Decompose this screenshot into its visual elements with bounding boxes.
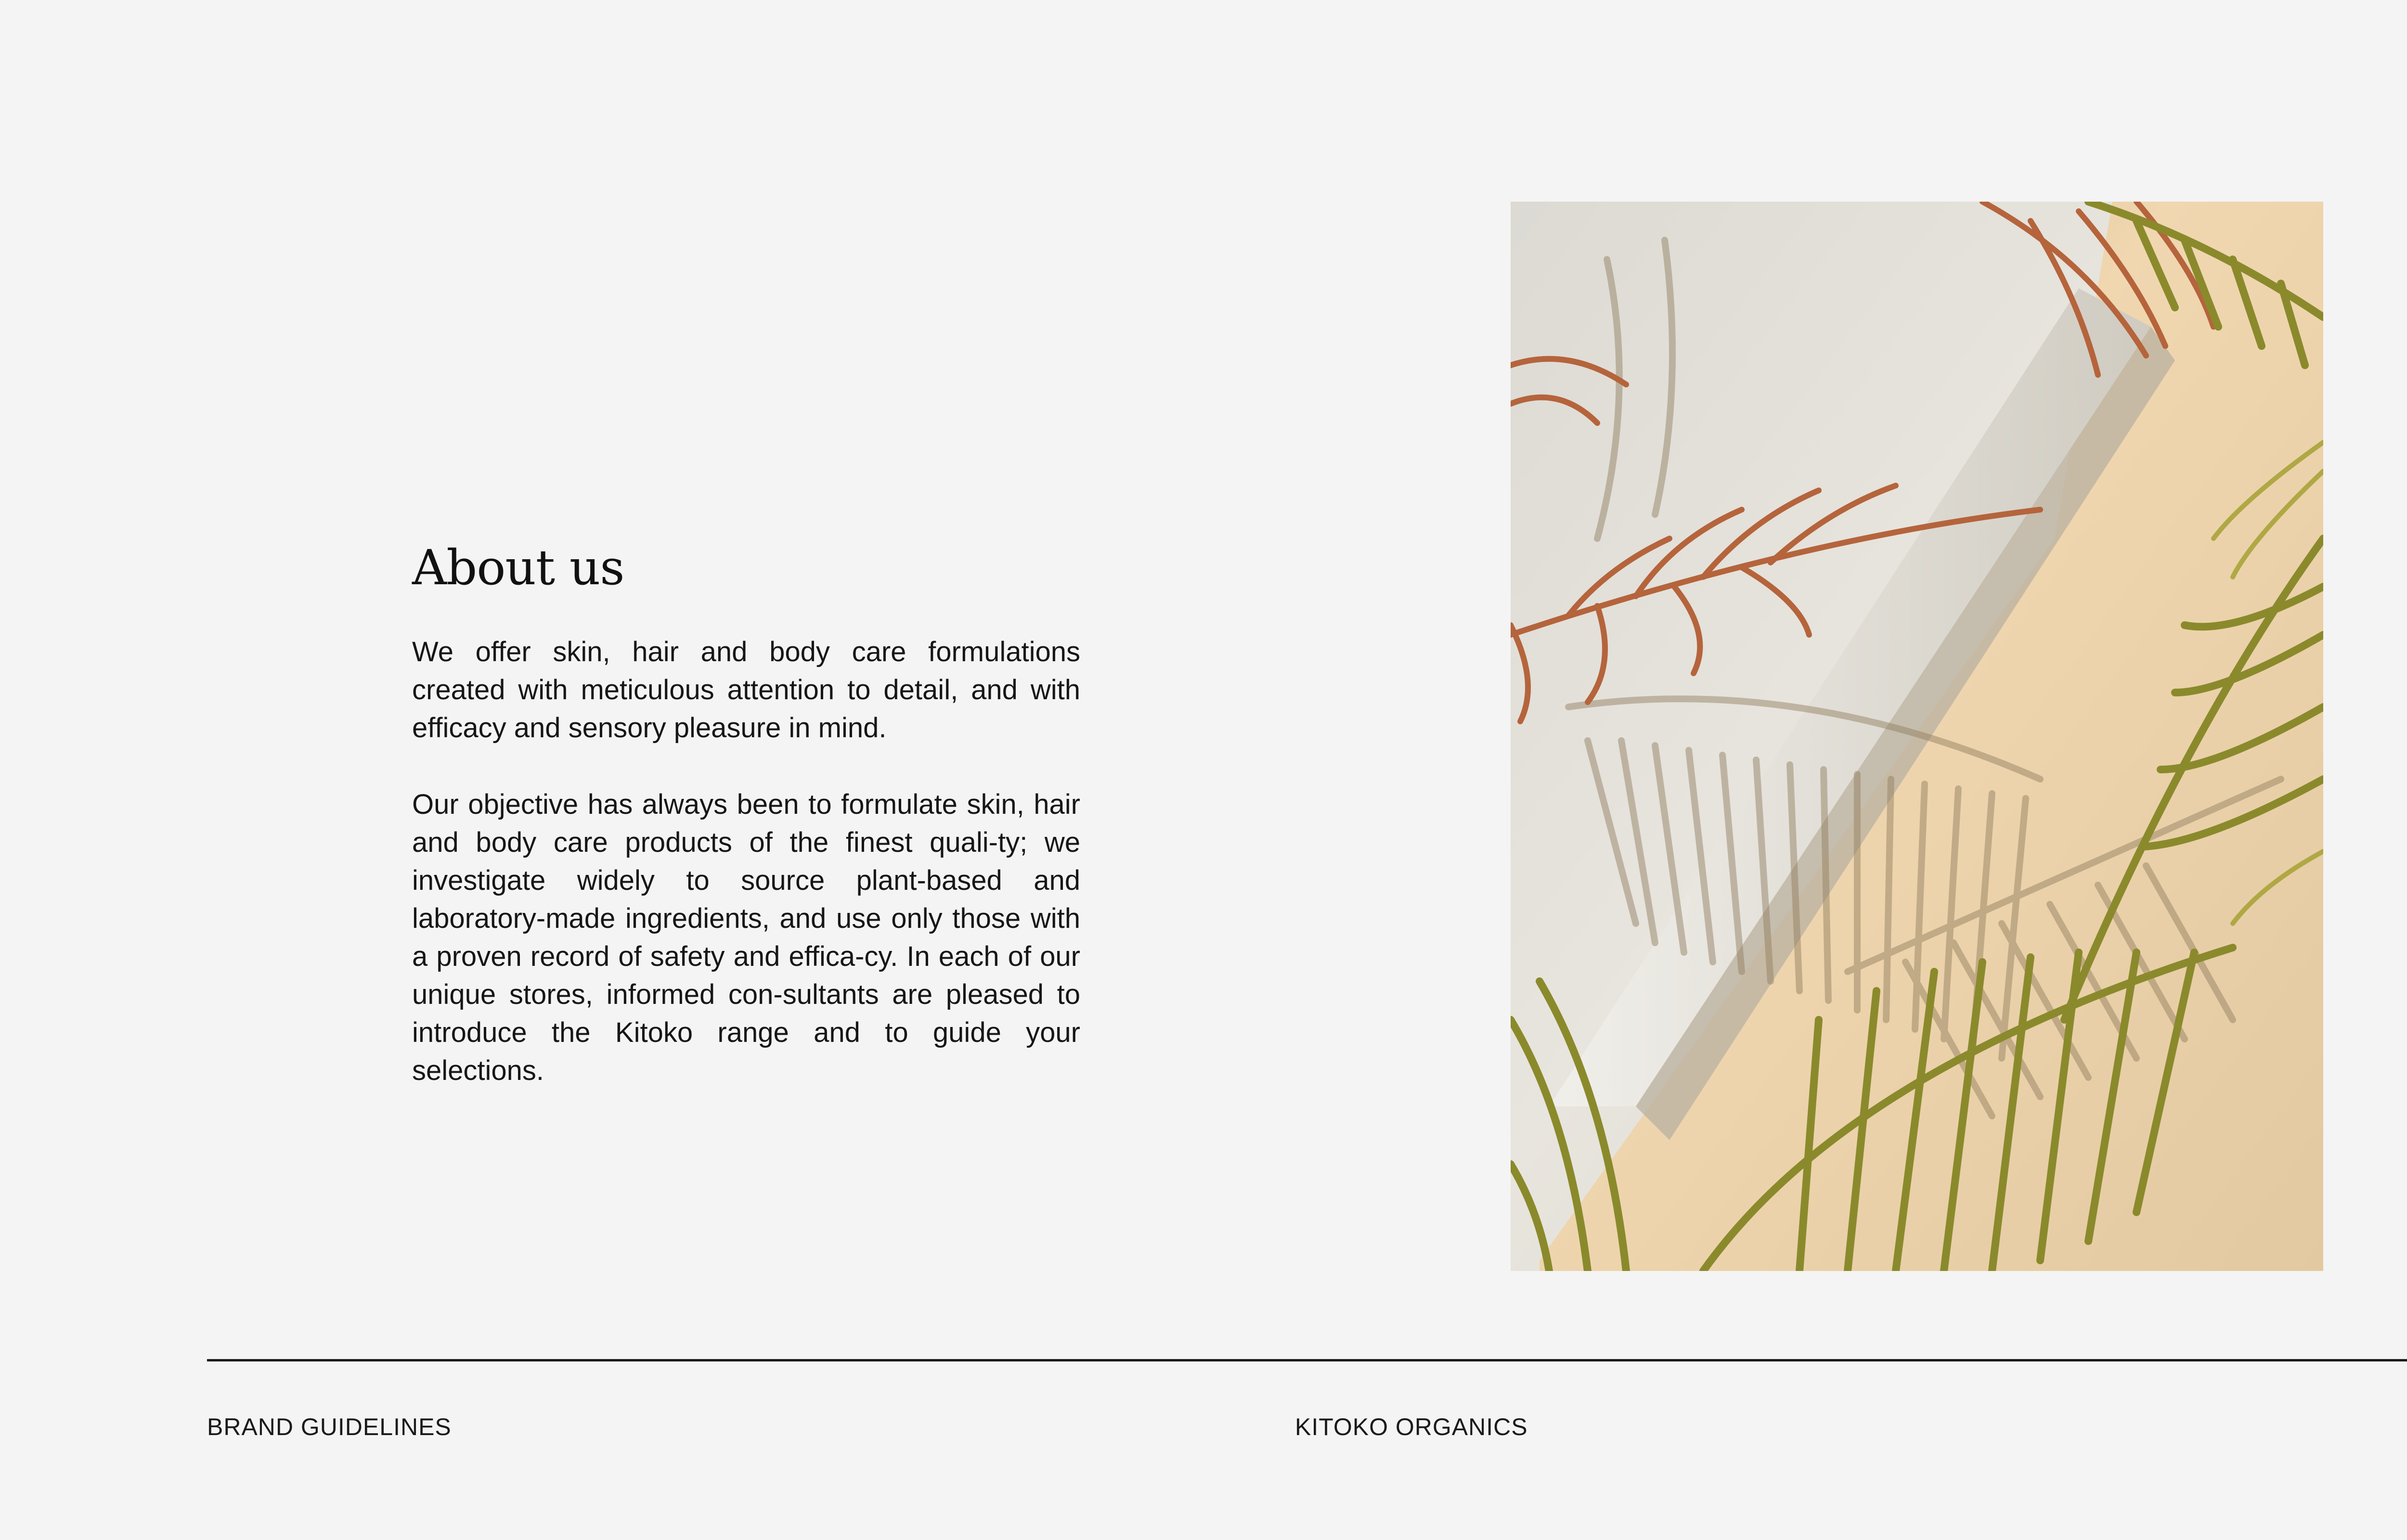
about-paragraph-2: Our objective has always been to formulate skin, hair and body care products of the finest quali-ty; we investigate widely to source plant-based and laboratory-made ingredients, and use only those with a proven record of safety and effica-cy. In each of our unique stores, informed con-sultants are pleased to introduce the Kitoko range and to guide your selections. [412, 789, 1080, 1086]
footer-brand-name: KITOKO ORGANICS [1295, 1413, 1528, 1440]
palm-fronds-photo [1511, 202, 2323, 1271]
footer-divider [207, 1359, 2407, 1361]
page-title: About us [412, 539, 624, 596]
footer-section-label: BRAND GUIDELINES [207, 1413, 452, 1440]
about-paragraph-1: We offer skin, hair and body care formulations created with meticulous attention to detail, and with efficacy and sensory pleasure in mind. [412, 636, 1080, 744]
